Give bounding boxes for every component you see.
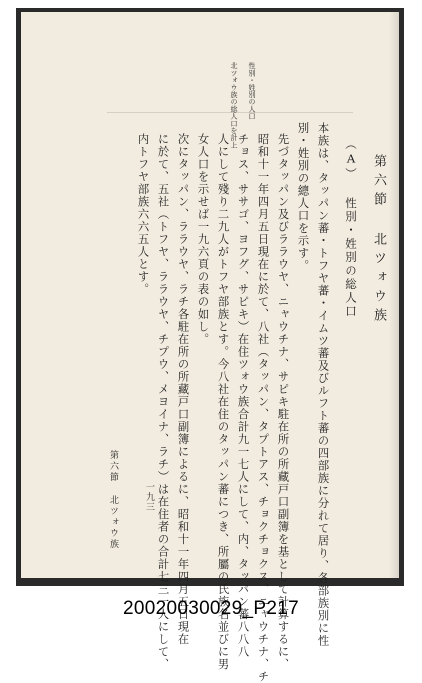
body-column-7: 女人口を示せば一九六頁の表の如し。 [196, 133, 210, 346]
body-column-2: 別・姓別の總人口を示す。 [296, 122, 310, 272]
margin-note-gender: 性別・姓別の人口 [248, 62, 256, 120]
margin-note-total-population: 北ツォウ族の総人口を計上 [230, 62, 238, 149]
body-column-1: 本族は、タッパン蕃・トフヤ蕃・イムツ蕃及びルフト蕃の四部族に分れて居り、各部族別に性 [316, 122, 330, 647]
body-column-10: 内トフヤ部族六六五人とす。 [136, 133, 150, 296]
body-column-9: に於て、五社（トフヤ、ララウヤ、チプウ、メヨイナ、ラチ）は在住者の合計七三一人にして、 [156, 133, 170, 671]
page-number: 一九三 [144, 482, 154, 512]
page-edge-shadow [389, 12, 399, 578]
image-caption: 20020030029_P217 [123, 598, 299, 619]
body-column-5: チョス、ササゴ、ヨフグ、サピキ）在住ツォウ族合計九一七人にして、内、タッパン蕃八八八 [236, 133, 250, 658]
chapter-title: 第六節 北ツォウ族 [371, 154, 386, 327]
body-column-8: 次にタッパン、ララウヤ、ラチ各駐在所の所藏戸口副簿によるに、昭和十一年四月五日現在 [176, 133, 190, 646]
running-footer-section: 第六節 北ツォウ族 [108, 450, 118, 550]
body-column-4: 昭和十一年四月五日現在に於て、八社（タッパン、タプトアス、チョクチョクス、ニャウチナ、チ [256, 133, 270, 683]
body-column-6: 人にして殘り二九人がトフヤ部族とす。今八社在住のタッパン蕃につき、所屬の氏族名並びに男 [216, 133, 230, 671]
body-column-3: 先づタッパン及びララウヤ、ニャウチナ、サピキ駐在所の所藏戸口副簿を基として計算するに、 [276, 133, 290, 671]
section-heading: （A） 性別・姓別の総人口 [344, 138, 358, 319]
